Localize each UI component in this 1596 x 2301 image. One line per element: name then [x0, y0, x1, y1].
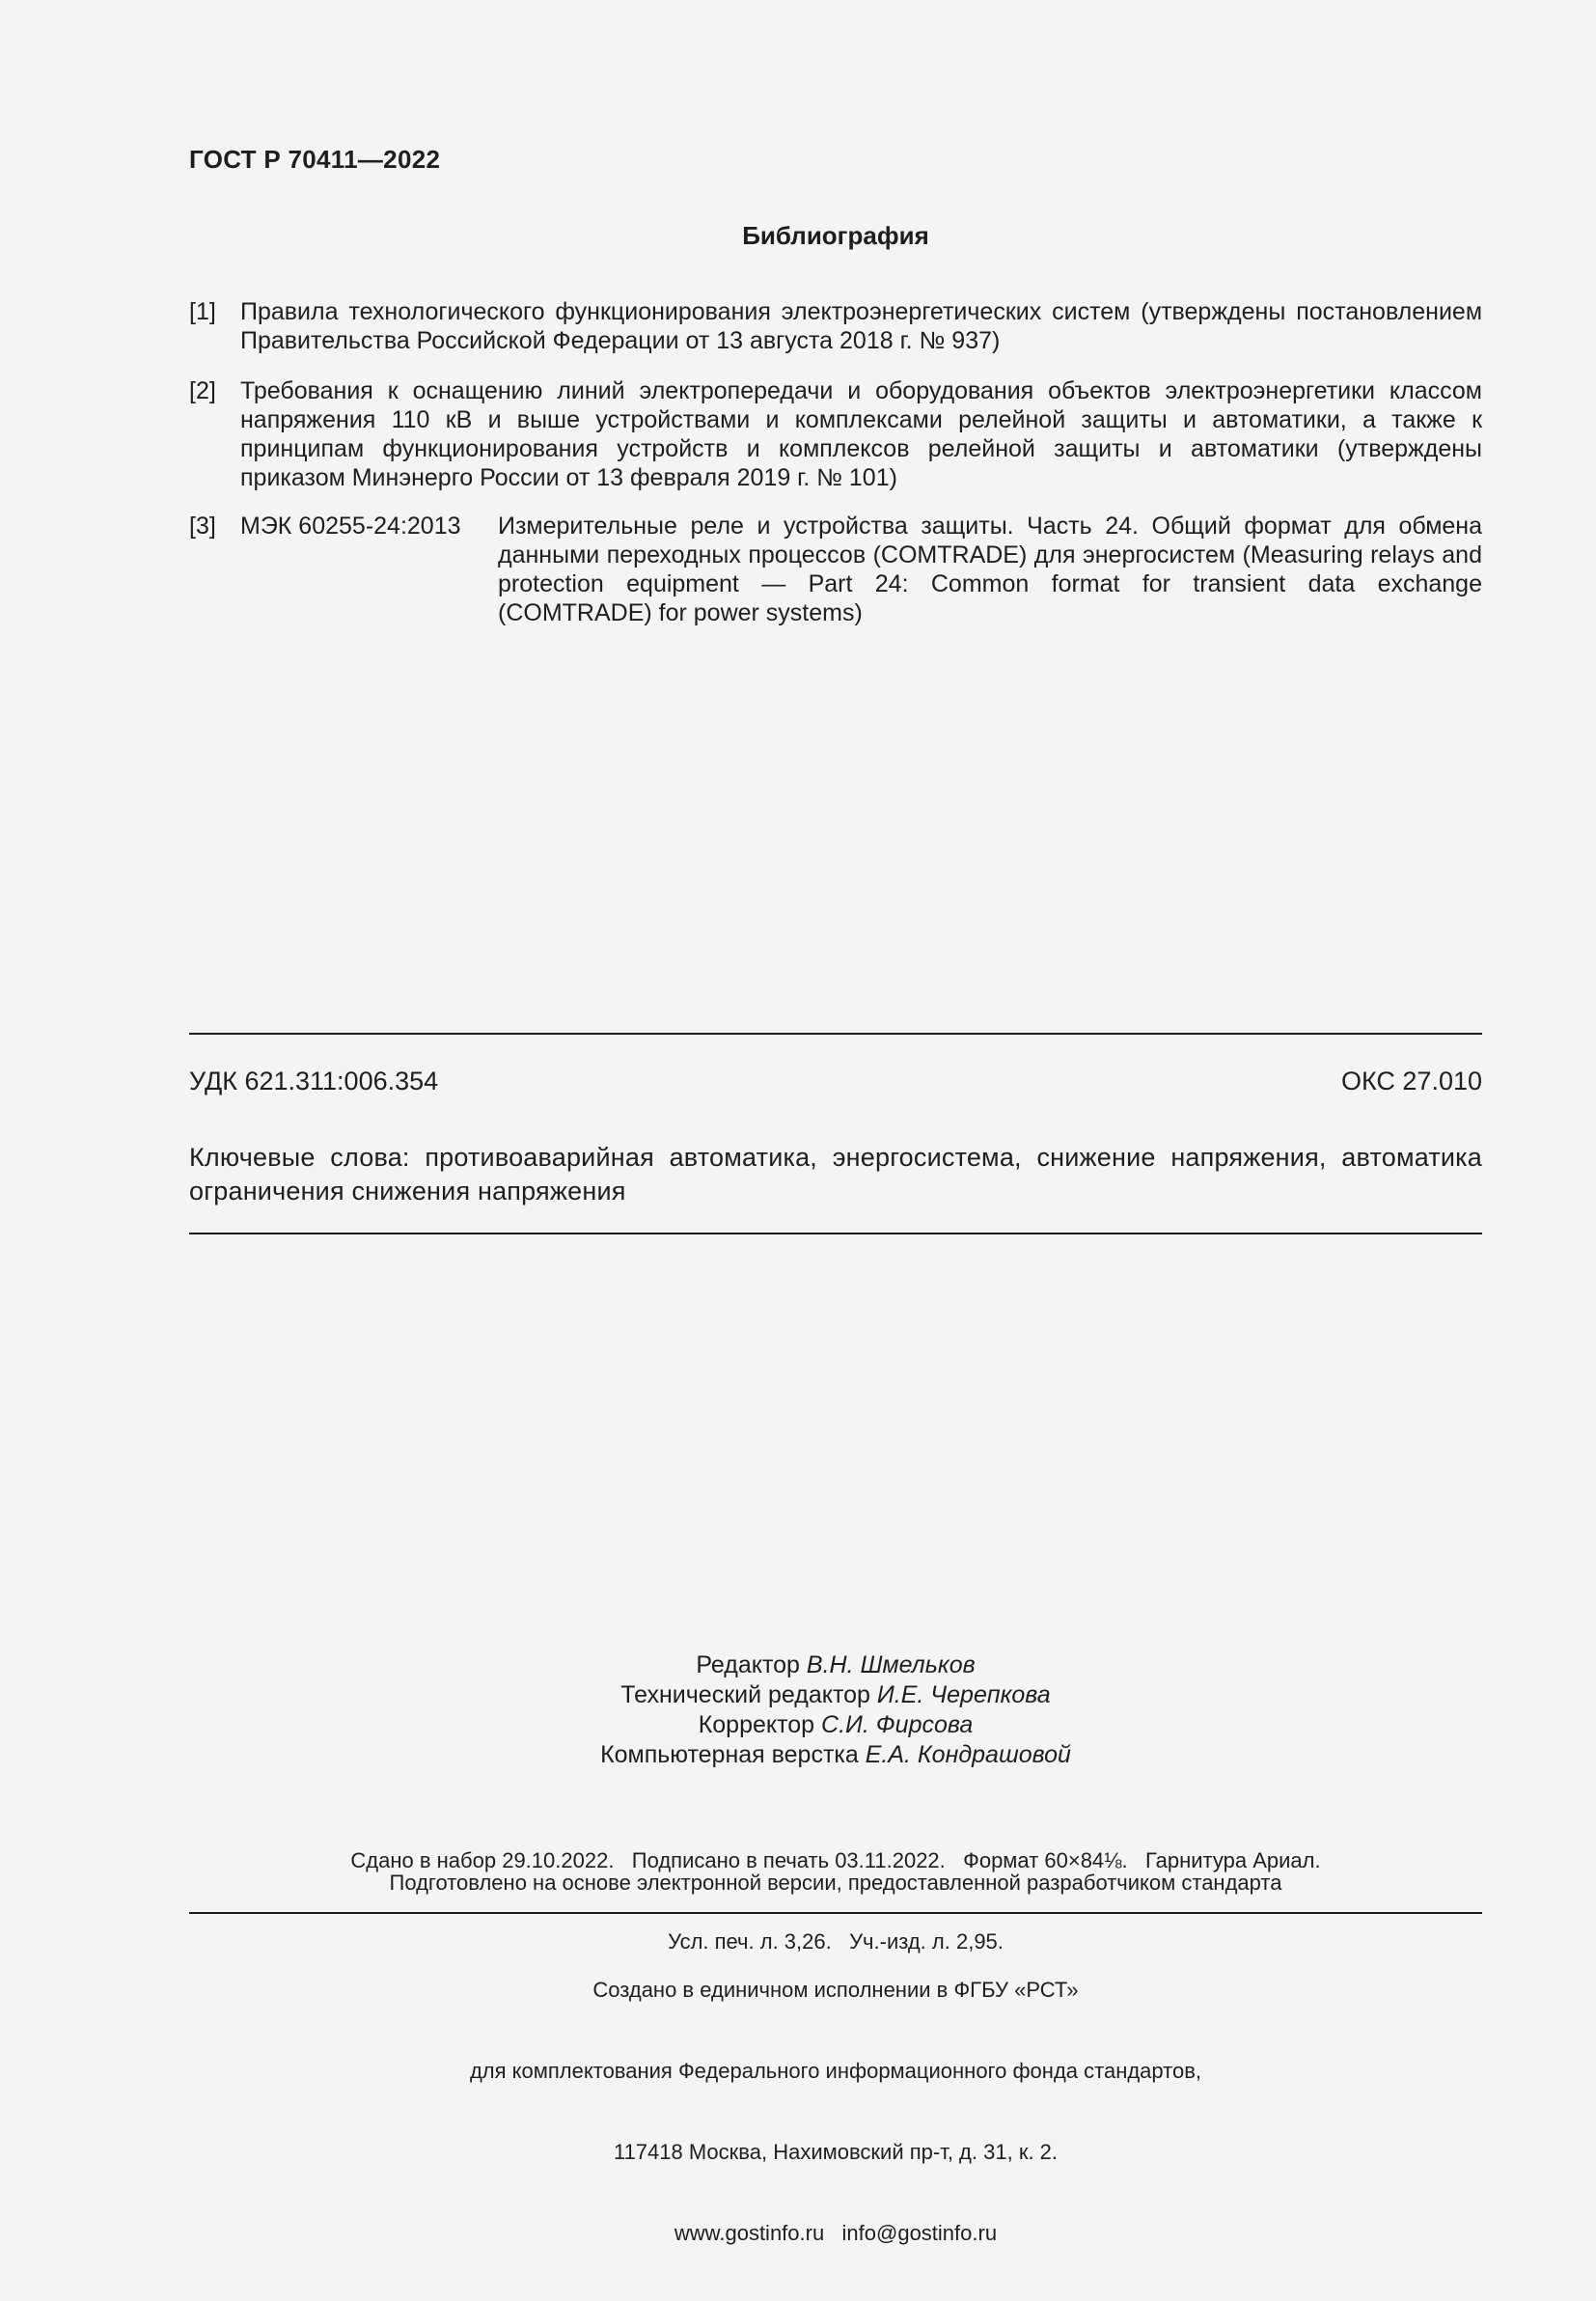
divider-bottom	[189, 1233, 1482, 1234]
prepared-note: Подготовлено на основе электронной версии, предоставленной разработчиком стандарта	[389, 1871, 1282, 1895]
footer-line: Создано в единичном исполнении в ФГБУ «РСТ»	[592, 1978, 1079, 2002]
reference-number: [2]	[189, 377, 216, 404]
reference-text: Правила технологического функционирования электроэнергетических систем (утверждены постановлением Правительства Российской Федерации от 13 августа 2018 г. № 937)	[240, 298, 1482, 354]
print-info-line: Усл. печ. л. 3,26. Уч.-изд. л. 2,95.	[668, 1929, 1004, 1954]
reference-text: Измерительные реле и устройства защиты. Часть 24. Общий формат для обмена данными переходных процессов (COMTRADE) для энергосистем (Measuring relays and protection equipment — Part 24: Common format for transient data exchange (COMTRADE) for power systems)	[498, 513, 1482, 626]
reference-number: [1]	[189, 298, 216, 325]
credit-proofreader: Корректор С.И. Фирсова	[698, 1711, 974, 1738]
document-code: ГОСТ Р 70411—2022	[189, 145, 441, 174]
bibliography-item	[189, 512, 1482, 627]
bibliography-item	[189, 376, 1482, 492]
credit-layout: Компьютерная верстка Е.А. Кондрашовой	[600, 1741, 1071, 1768]
footer-line: для комплектования Федерального информационного фонда стандартов,	[469, 2059, 1202, 2083]
credit-tech-editor: Технический редактор И.Е. Черепкова	[620, 1681, 1051, 1708]
publisher-footer	[189, 1923, 1482, 2301]
udk-code: УДК 621.311:006.354	[189, 1067, 439, 1095]
credit-editor: Редактор В.Н. Шмельков	[696, 1651, 976, 1678]
footer-divider	[189, 1912, 1482, 1914]
divider-top	[189, 1033, 1482, 1035]
reference-number: [3]	[189, 513, 216, 540]
footer-links: www.gostinfo.ru info@gostinfo.ru	[674, 2221, 998, 2245]
bibliography-item	[189, 297, 1482, 355]
credits-block	[189, 1650, 1482, 1770]
footer-line: 117418 Москва, Нахимовский пр-т, д. 31, к. 2.	[613, 2140, 1059, 2164]
keywords: Ключевые слова: противоаварийная автоматика, энергосистема, снижение напряжения, автоматика ограничения снижения напряжения	[189, 1143, 1482, 1206]
bibliography-title: Библиография	[742, 221, 929, 250]
reference-designation: МЭК 60255-24:2013	[240, 513, 461, 540]
print-info-line: Сдано в набор 29.10.2022. Подписано в печать 03.11.2022. Формат 60×84⅛. Гарнитура Ариал.	[350, 1848, 1321, 1872]
reference-text: Требования к оснащению линий электропередачи и оборудования объектов электроэнергетики классом напряжения 110 кВ и выше устройствами и комплексами релейной защиты и автоматики, а также к принципам функционирования устройств и комплексов релейной защиты и автоматики (утверждены приказом Минэнерго России от 13 февраля 2019 г. № 101)	[240, 377, 1482, 491]
oks-code: ОКС 27.010	[1340, 1067, 1482, 1095]
